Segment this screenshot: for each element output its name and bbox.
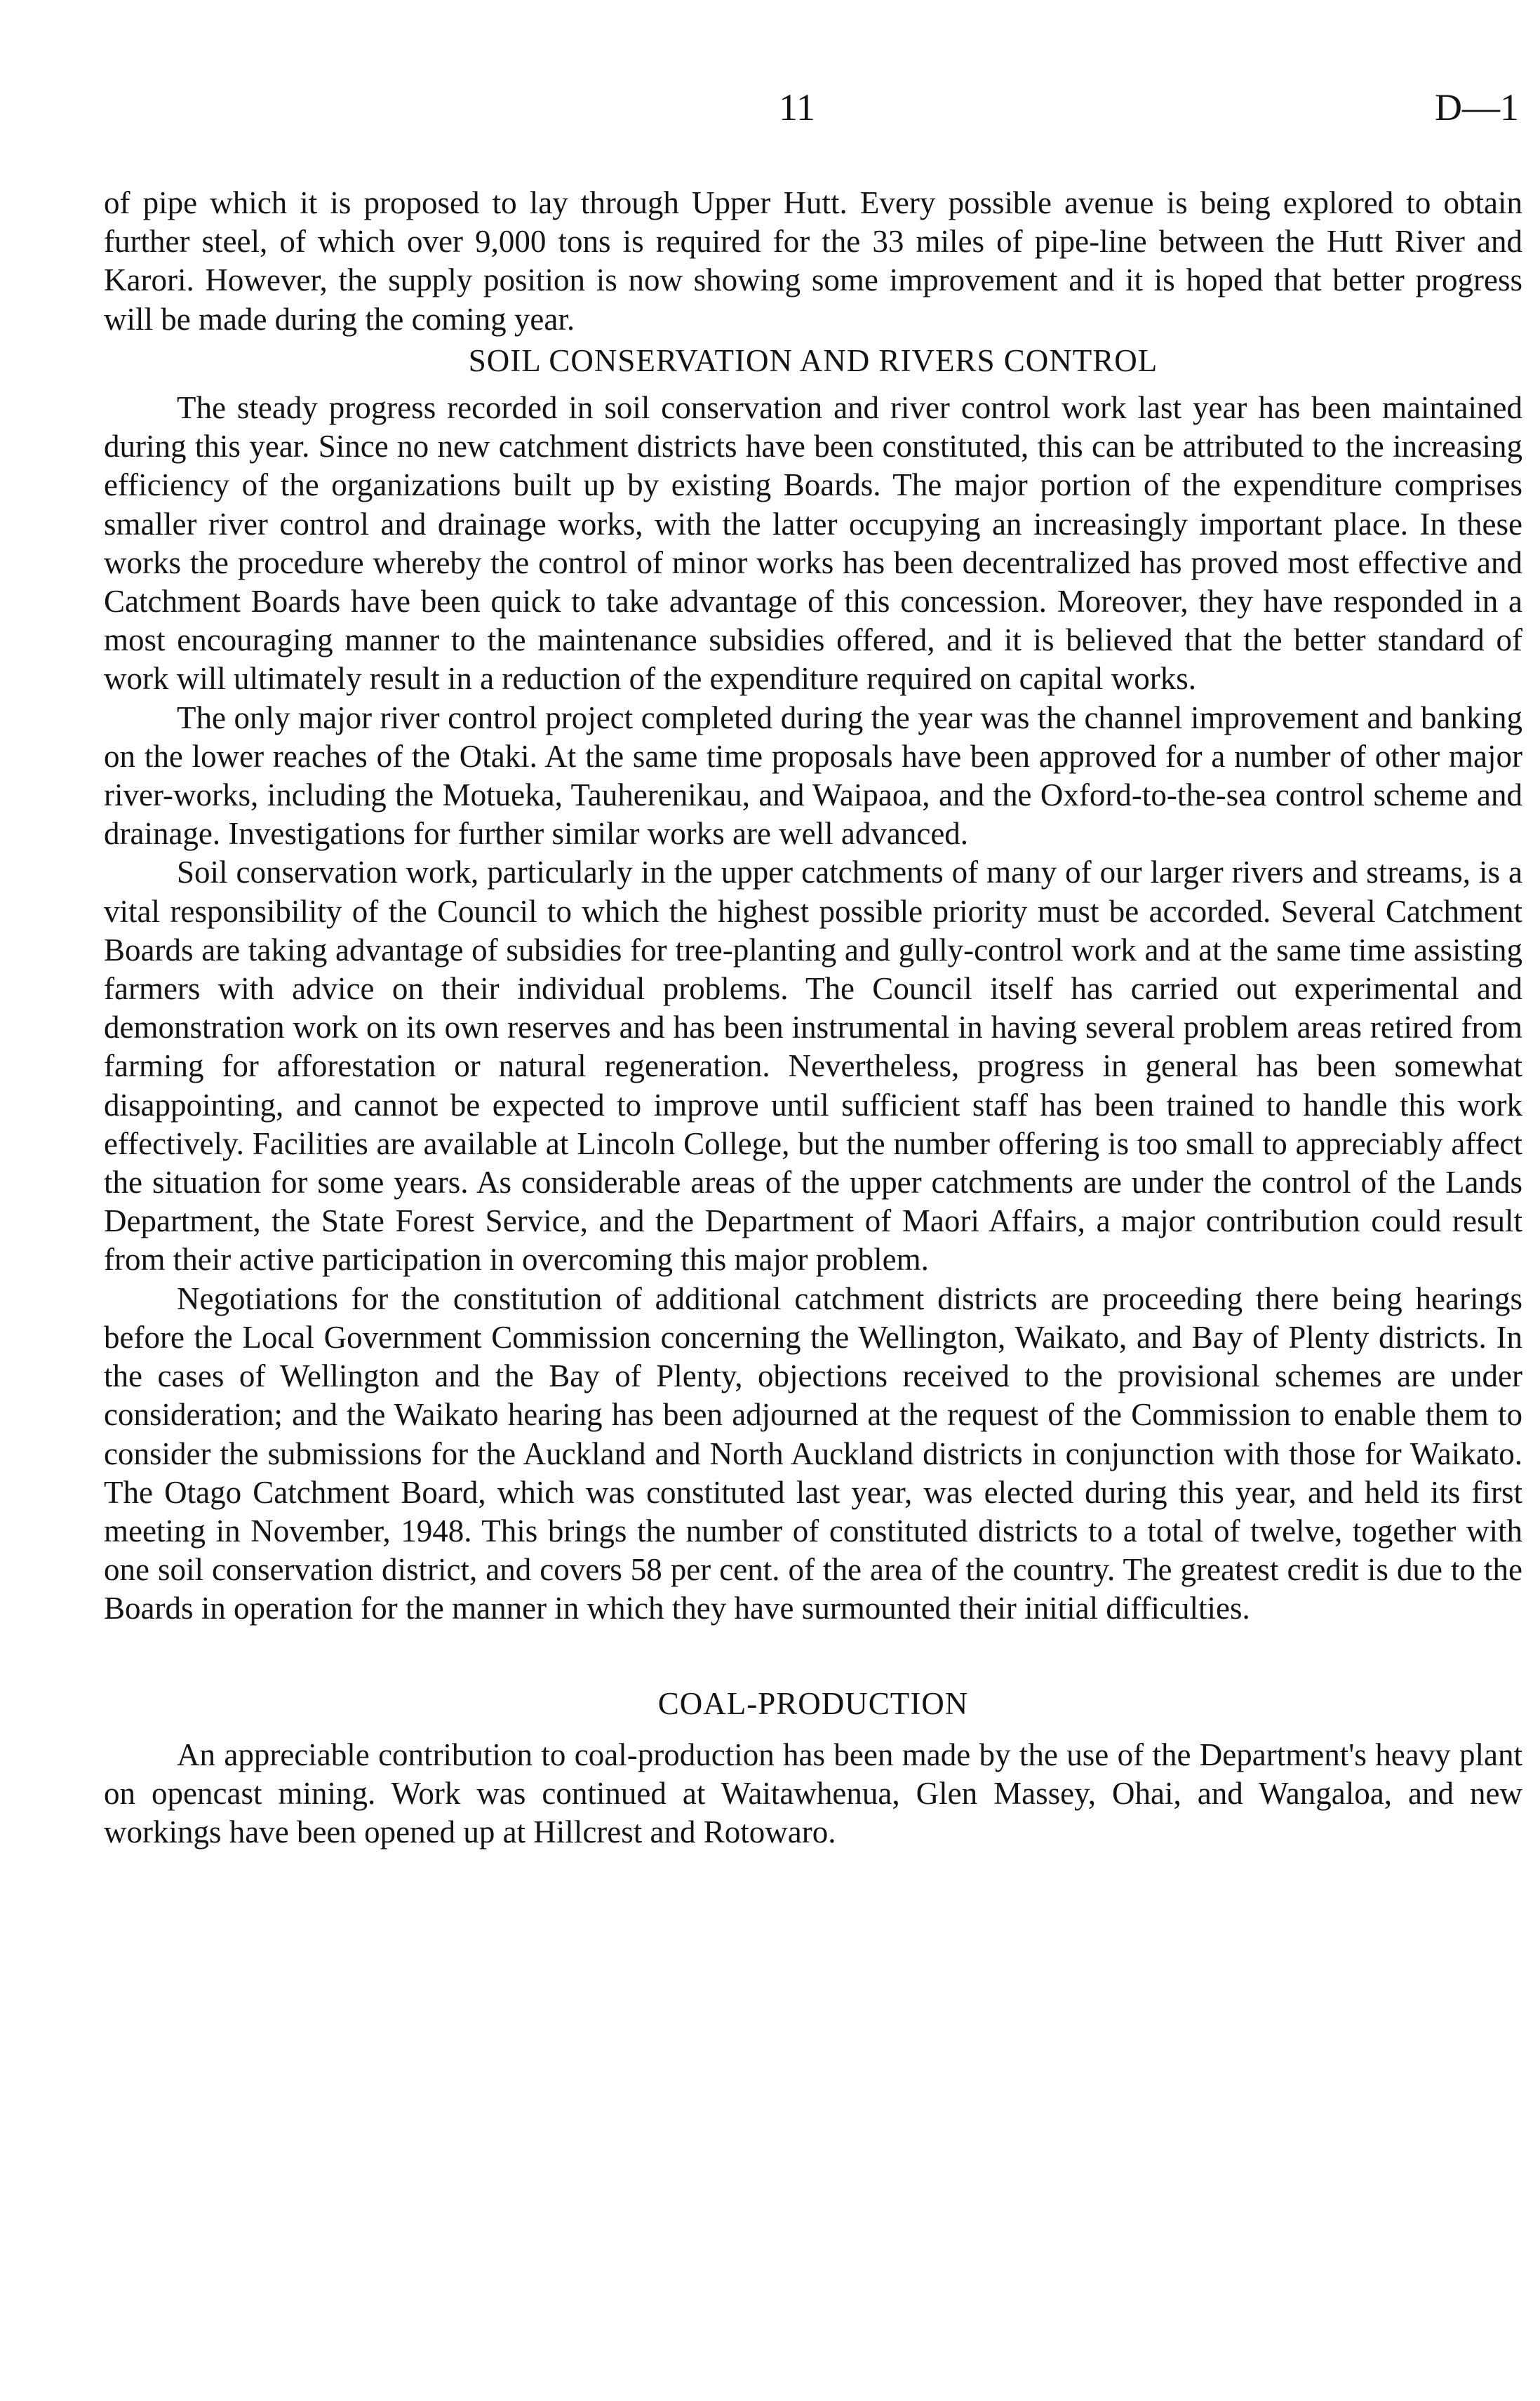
coal-paragraph-1: An appreciable contribution to coal-production has been made by the use of the Department's heavy plant on opencast mining. Work was continued at Waitawhenua, Glen Massey, Ohai, and Wangaloa, and new workings have been opened up at Hillcrest and Rotowaro. (104, 1737, 1522, 1850)
soil-paragraph-1: The steady progress recorded in soil conservation and river control work last year has been maintained during this year. Since no new catchment districts have been constituted, this can be attributed to the increasing efficiency of the organizations built up by existing Boards. The major portion of the expenditure comprises smaller river control and drainage works, with the latter occupying an increasingly important place. In these works the procedure whereby the control of minor works has been decentralized has proved most effective and Catchment Boards have been quick to take advantage of this concession. Moreover, they have responded in a most encouraging manner to the maintenance subsidies offered, and it is believed that the better standard of work will ultimately result in a reduction of the expenditure required on capital works. (104, 390, 1522, 697)
page-number: 11 (779, 86, 815, 128)
continuation-paragraph: of pipe which it is proposed to lay through Upper Hutt. Every possible avenue is being explored to obtain further steel, of which over 9,000 tons is required for the 33 miles of pipe-line between the Hutt River and Karori. However, the supply position is now showing some improvement and it is hoped that better progress will be made during the coming year. (104, 185, 1522, 337)
body-text (104, 184, 1522, 1852)
soil-paragraph-4: Negotiations for the constitution of additional catchment districts are proceeding there being hearings before the Local Government Commission concerning the Wellington, Waikato, and Bay of Plenty districts. In the cases of Wellington and the Bay of Plenty, objections received to the provisional schemes are under consideration; and the Waikato hearing has been adjourned at the request of the Commission to enable them to consider the submissions for the Auckland and North Auckland districts in conjunction with those for Waikato. The Otago Catchment Board, which was constituted last year, was elected during this year, and held its first meeting in November, 1948. This brings the number of constituted districts to a total of twelve, together with one soil conservation district, and covers 58 per cent. of the area of the country. The greatest credit is due to the Boards in operation for the manner in which they have surmounted their initial difficulties. (104, 1280, 1522, 1626)
coal-production-heading: COAL-PRODUCTION (657, 1685, 969, 1721)
soil-paragraph-3: Soil conservation work, particularly in the upper catchments of many of our larger rivers and streams, is a vital responsibility of the Council to which the highest possible priority must be accorded. Several Catchment Boards are taking advantage of subsidies for tree-planting and gully-control work and at the same time assisting farmers with advice on their individual problems. The Council itself has carried out experimental and demonstration work on its own reserves and has been instrumental in having several problem areas retired from farming for afforestation or natural regeneration. Nevertheless, progress in general has been somewhat disappointing, and cannot be expected to improve until sufficient staff has been trained to handle this work effectively. Facilities are available at Lincoln College, but the number offering is too small to appreciably affect the situation for some years. As considerable areas of the upper catchments are under the control of the Lands Department, the State Forest Service, and the Department of Maori Affairs, a major contribution could result from their active participation in overcoming this major problem. (104, 855, 1522, 1278)
soil-paragraph-2: The only major river control project completed during the year was the channel improvement and banking on the lower reaches of the Otaki. At the same time proposals have been approved for a number of other major river-works, including the Motueka, Tauherenikau, and Waipaoa, and the Oxford-to-the-sea control scheme and drainage. Investigations for further similar works are well advanced. (104, 700, 1522, 852)
page-header (0, 83, 1540, 132)
soil-conservation-heading: SOIL CONSERVATION AND RIVERS CONTROL (468, 342, 1158, 378)
document-reference: D—1 (1435, 86, 1519, 128)
